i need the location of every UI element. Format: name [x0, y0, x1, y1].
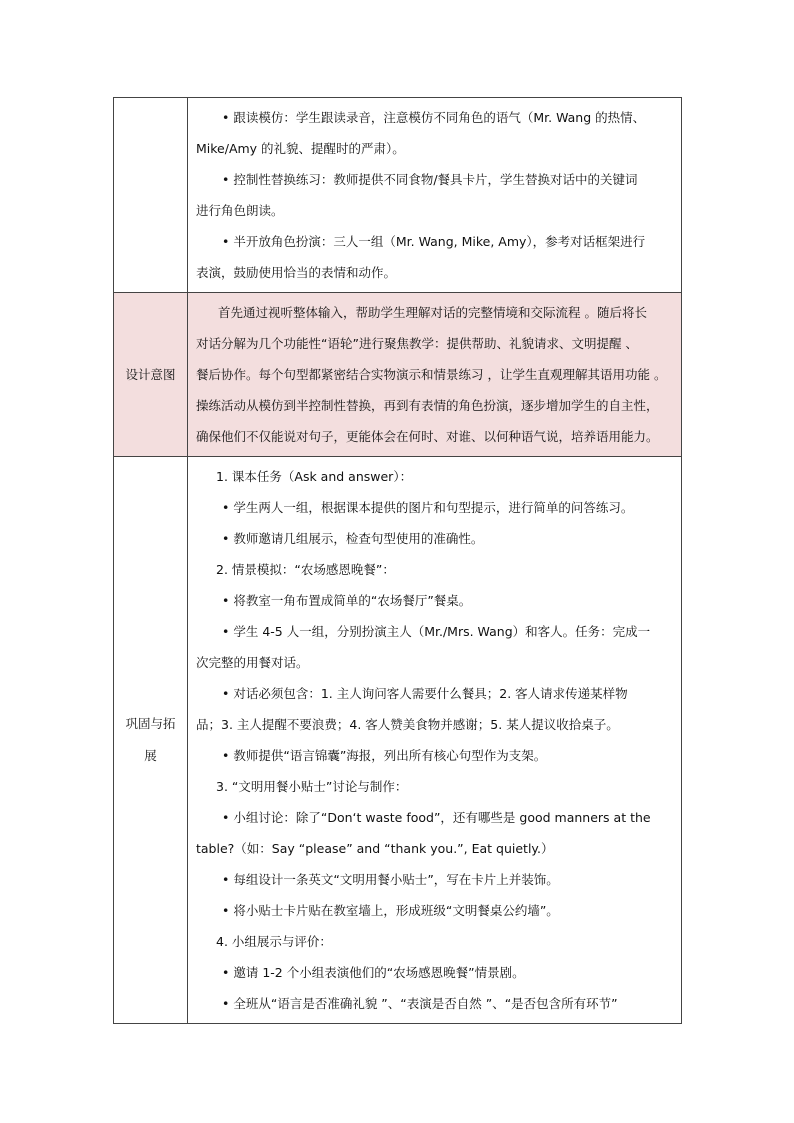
- row3-text-line: • 将教室一角布置成简单的“农场餐厅”餐桌。: [222, 593, 472, 608]
- row1-text-line: 进行角色朗读。: [196, 203, 284, 218]
- row3-text-line: • 学生两人一组，根据课本提供的图片和句型提示，进行简单的问答练习。: [222, 500, 634, 515]
- row1-text-line: • 半开放角色扮演：三人一组（Mr. Wang, Mike, Amy），参考对话框架进行: [222, 234, 646, 249]
- row3-text-line: 次完整的用餐对话。: [196, 655, 309, 670]
- practice-row: [114, 98, 682, 293]
- design-intent-row: [114, 293, 682, 457]
- row2-text-line: 对话分解为几个功能性“语轮”进行聚焦教学：提供帮助、礼貌请求、文明提醒 、: [196, 336, 638, 351]
- row3-text-line: table?（如：Say “please” and “thank you.”, Eat quietly.）: [196, 841, 554, 856]
- row3-text-line: 4. 小组展示与评价：: [216, 934, 332, 949]
- row1-text-line: Mike/Amy 的礼貌、提醒时的严肃）。: [196, 141, 405, 156]
- row3-text-line: • 邀请 1-2 个小组表演他们的“农场感恩晚餐”情景剧。: [222, 965, 525, 980]
- row3-text-line: 品；3. 主人提醒不要浪费；4. 客人赞美食物并感谢；5. 某人提议收拾桌子。: [196, 717, 619, 732]
- consolidation-label-line2: 展: [144, 748, 157, 763]
- row3-text-line: • 全班从“语言是否准确礼貌 ”、“表演是否自然 ”、“是否包含所有环节”: [222, 996, 618, 1011]
- row3-text-line: • 对话必须包含：1. 主人询问客人需要什么餐具；2. 客人请求传递某样物: [222, 686, 628, 701]
- row1-text-line: • 跟读模仿：学生跟读录音，注意模仿不同角色的语气（Mr. Wang 的热情、: [222, 110, 646, 125]
- row3-text-line: • 每组设计一条英文“文明用餐小贴士”，写在卡片上并装饰。: [222, 872, 559, 887]
- consolidation-content: [188, 457, 682, 1024]
- practice-label-cell: [114, 98, 188, 293]
- row3-text-line: 1. 课本任务（Ask and answer）：: [216, 469, 413, 484]
- consolidation-label-line1: 巩固与拓: [125, 716, 176, 731]
- practice-content-cell: [188, 98, 682, 293]
- row3-text-line: • 将小贴士卡片贴在教室墙上，形成班级“文明餐桌公约墙”。: [222, 903, 559, 918]
- row1-text-line: 表演，鼓励使用恰当的表情和动作。: [196, 265, 397, 280]
- row2-text-line: 操练活动从模仿到半控制性替换，再到有表情的角色扮演，逐步增加学生的自主性，: [196, 398, 659, 413]
- row1-text-line: • 控制性替换练习：教师提供不同食物/餐具卡片，学生替换对话中的关键词: [222, 172, 638, 187]
- row3-text-line: • 教师邀请几组展示，检查句型使用的准确性。: [222, 531, 484, 546]
- row3-text-line: • 教师提供“语言锦囊”海报，列出所有核心句型作为支架。: [222, 748, 547, 763]
- row2-text-line: 餐后协作。每个句型都紧密结合实物演示和情景练习 ，让学生直观理解其语用功能 。: [196, 367, 667, 382]
- row3-text-line: • 小组讨论：除了“Don‘t waste food”，还有哪些是 good manners at the: [222, 810, 651, 825]
- consolidation-row: [114, 457, 682, 1024]
- design-intent-content: [188, 293, 682, 457]
- consolidation-label: [114, 457, 188, 1024]
- lesson-plan-table: [113, 97, 682, 1024]
- row3-text-line: 3. “文明用餐小贴士”讨论与制作：: [216, 779, 408, 794]
- row2-text-line: 首先通过视听整体输入，帮助学生理解对话的完整情境和交际流程 。随后将长: [218, 305, 647, 320]
- row2-text-line: 确保他们不仅能说对句子，更能体会在何时、对谁、以何种语气说，培养语用能力。: [196, 429, 659, 444]
- design-intent-label: 设计意图: [114, 293, 188, 457]
- row3-text-line: • 学生 4-5 人一组，分别扮演主人（Mr./Mrs. Wang）和客人。任务：完成一: [222, 624, 651, 639]
- row3-text-line: 2. 情景模拟：“农场感恩晚餐”：: [216, 562, 395, 577]
